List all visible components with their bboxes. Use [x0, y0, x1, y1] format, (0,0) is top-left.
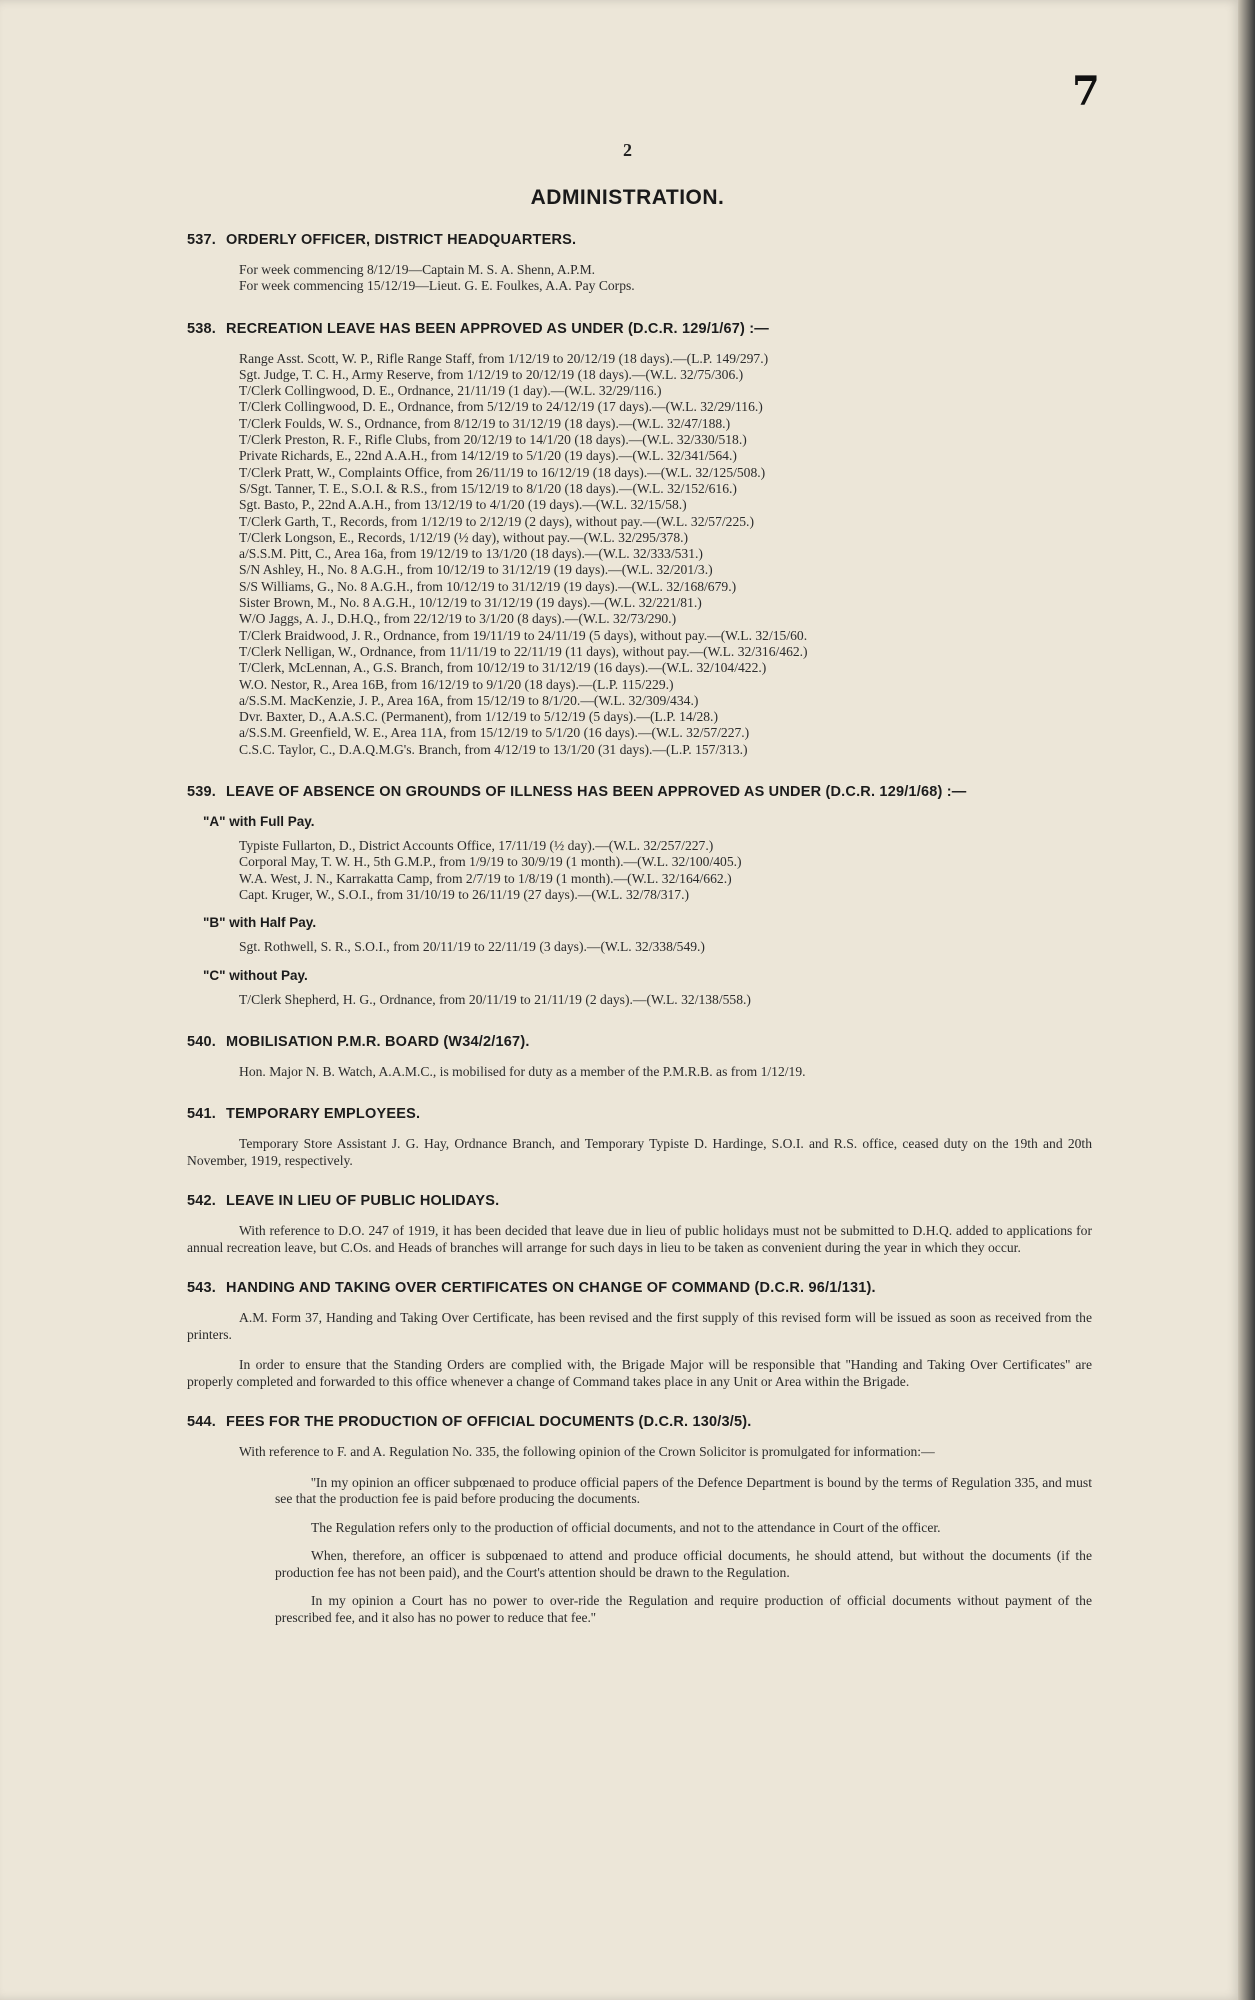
list-item: Sgt. Basto, P., 22nd A.A.H., from 13/12/19 to 4/1/20 (19 days).—(W.L. 32/15/58.)	[239, 497, 687, 513]
section-544-heading	[187, 1414, 1092, 1430]
list-item: S/N Ashley, H., No. 8 A.G.H., from 10/12/19 to 31/12/19 (19 days).—(W.L. 32/201/3.)	[239, 562, 713, 578]
section-title: LEAVE IN LIEU OF PUBLIC HOLIDAYS.	[226, 1193, 500, 1210]
corner-mark: 7	[1072, 68, 1100, 115]
list-item: T/Clerk Longson, E., Records, 1/12/19 (½ day), without pay.—(W.L. 32/295/378.)	[239, 529, 689, 545]
list-item: Typiste Fullarton, D., District Accounts Office, 17/11/19 (½ day).—(W.L. 32/257/227.)	[239, 838, 714, 854]
list-item: For week commencing 8/12/19—Captain M. S. A. Shenn, A.P.M.	[239, 262, 596, 277]
section-number: 544.	[187, 1414, 217, 1431]
section-number: 538.	[187, 320, 217, 337]
list-item: a/S.S.M. Greenfield, W. E., Area 11A, from 15/12/19 to 5/1/20 (16 days).—(W.L. 32/57/227.)	[239, 725, 750, 741]
section-539-heading	[187, 784, 1092, 800]
quoted-paragraph: When, therefore, an officer is subpœnaed to attend and produce official documents, he should attend, but without the documents (if the production fee has not been paid), and the Court's attention should be drawn to the Regulation.	[275, 1548, 1092, 1580]
section-number: 542.	[187, 1193, 217, 1210]
section-title: MOBILISATION P.M.R. BOARD (W34/2/167).	[226, 1033, 530, 1050]
section-number: 537.	[187, 232, 217, 248]
list-item: Capt. Kruger, W., S.O.I., from 31/10/19 to 26/11/19 (27 days).—(W.L. 32/78/317.)	[239, 886, 690, 902]
paragraph: With reference to F. and A. Regulation No. 335, the following opinion of the Crown Solicitor is promulgated for information:—	[239, 1444, 935, 1460]
list-item: Sgt. Rothwell, S. R., S.O.I., from 20/11/19 to 22/11/19 (3 days).—(W.L. 32/338/549.)	[239, 939, 705, 955]
list-item: Corporal May, T. W. H., 5th G.M.P., from 1/9/19 to 30/9/19 (1 month).—(W.L. 32/100/405.)	[239, 854, 742, 870]
section-number: 543.	[187, 1280, 217, 1297]
subsection-a-heading: "A" with Full Pay.	[203, 814, 315, 830]
page-title: ADMINISTRATION.	[530, 186, 725, 209]
list-item: Sister Brown, M., No. 8 A.G.H., 10/12/19 to 31/12/19 (19 days).—(W.L. 32/221/81.)	[239, 595, 702, 611]
section-537-heading	[187, 232, 1092, 248]
section-title: LEAVE OF ABSENCE ON GROUNDS OF ILLNESS HAS BEEN APPROVED AS UNDER (D.C.R. 129/1/68) :—	[226, 784, 967, 801]
section-538-heading	[187, 321, 1092, 337]
list-item: T/Clerk Collingwood, D. E., Ordnance, 21/11/19 (1 day).—(W.L. 32/29/116.)	[239, 383, 662, 399]
page-edge	[1238, 0, 1255, 2000]
list-item: W.O. Nestor, R., Area 16B, from 16/12/19 to 9/1/20 (18 days).—(L.P. 115/229.)	[239, 676, 674, 692]
list-item: S/S Williams, G., No. 8 A.G.H., from 10/12/19 to 31/12/19 (19 days).—(W.L. 32/168/679.)	[239, 578, 737, 594]
list-item: T/Clerk Garth, T., Records, from 1/12/19 to 2/12/19 (2 days), without pay.—(W.L. 32/57/225.)	[239, 513, 754, 529]
section-title: HANDING AND TAKING OVER CERTIFICATES ON CHANGE OF COMMAND (D.C.R. 96/1/131).	[226, 1280, 876, 1297]
subsection-b-heading: "B" with Half Pay.	[203, 915, 317, 931]
list-item: T/Clerk Collingwood, D. E., Ordnance, from 5/12/19 to 24/12/19 (17 days).—(W.L. 32/29/116.)	[239, 399, 763, 415]
page-number: 2	[623, 140, 632, 160]
list-item: T/Clerk, McLennan, A., G.S. Branch, from 10/12/19 to 31/12/19 (16 days).—(W.L. 32/104/422.)	[239, 660, 767, 676]
list-item: T/Clerk Shepherd, H. G., Ordnance, from 20/11/19 to 21/11/19 (2 days).—(W.L. 32/138/558.)	[239, 991, 751, 1007]
list-item: Range Asst. Scott, W. P., Rifle Range Staff, from 1/12/19 to 20/12/19 (18 days).—(L.P. 149/297.)	[239, 350, 769, 366]
list-item: C.S.C. Taylor, C., D.A.Q.M.G's. Branch, from 4/12/19 to 13/1/20 (31 days).—(L.P. 157/313.)	[239, 741, 748, 757]
list-item: W.A. West, J. N., Karrakatta Camp, from 2/7/19 to 1/8/19 (1 month).—(W.L. 32/164/662.)	[239, 870, 732, 886]
paragraph: Hon. Major N. B. Watch, A.A.M.C., is mobilised for duty as a member of the P.M.R.B. as from 1/12/19.	[239, 1063, 806, 1079]
section-number: 540.	[187, 1033, 217, 1050]
document-body	[187, 232, 1092, 1638]
section-title: RECREATION LEAVE HAS BEEN APPROVED AS UNDER (D.C.R. 129/1/67) :—	[226, 320, 769, 337]
paragraph: Temporary Store Assistant J. G. Hay, Ordnance Branch, and Temporary Typiste D. Hardinge, S.O.I. and R.S. office, ceased duty on the 19th and 20th November, 1919, respectively.	[187, 1136, 1092, 1168]
section-number: 541.	[187, 1106, 217, 1123]
list-item: T/Clerk Foulds, W. S., Ordnance, from 8/12/19 to 31/12/19 (18 days).—(W.L. 32/47/188.)	[239, 415, 731, 431]
quoted-paragraph: ''In my opinion an officer subpœnaed to produce official papers of the Defence Department is bound by the terms of Regulation 335, and must see that the production fee is paid before producing the documents.	[275, 1474, 1092, 1507]
list-item: a/S.S.M. MacKenzie, J. P., Area 16A, from 15/12/19 to 8/1/20.—(W.L. 32/309/434.)	[239, 692, 699, 708]
section-543-heading	[187, 1280, 1092, 1296]
section-title: ORDERLY OFFICER, DISTRICT HEADQUARTERS.	[226, 232, 577, 248]
list-item: T/Clerk Braidwood, J. R., Ordnance, from 19/11/19 to 24/11/19 (5 days), without pay.—(W.L. 32/15/60.	[239, 627, 808, 643]
section-542-heading	[187, 1193, 1092, 1209]
list-item: W/O Jaggs, A. J., D.H.Q., from 22/12/19 to 3/1/20 (8 days).—(W.L. 32/73/290.)	[239, 611, 677, 627]
paragraph: With reference to D.O. 247 of 1919, it has been decided that leave due in lieu of public holidays must not be submitted to D.H.Q. added to applications for annual recreation leave, but C.Os. and Heads of branches will arrange for such days in lieu to be taken as convenient during the year in which they occur.	[187, 1223, 1092, 1255]
quoted-paragraph: In my opinion a Court has no power to over-ride the Regulation and require production of official documents without payment of the prescribed fee, and it also has no power to reduce that fee.''	[275, 1593, 1092, 1625]
list-item: Sgt. Judge, T. C. H., Army Reserve, from 1/12/19 to 20/12/19 (18 days).—(W.L. 32/75/306.)	[239, 366, 744, 382]
subsection-c-heading: "C" without Pay.	[203, 967, 308, 983]
paragraph: In order to ensure that the Standing Orders are complied with, the Brigade Major will be responsible that ''Handing and Taking Over Certificates'' are properly completed and forwarded to this office whenever a change of Command takes place in any Unit or Area within the Brigade.	[187, 1357, 1092, 1389]
list-item: Private Richards, E., 22nd A.A.H., from 14/12/19 to 5/1/20 (19 days).—(W.L. 32/341/564.)	[239, 448, 737, 464]
list-item: Dvr. Baxter, D., A.A.S.C. (Permanent), from 1/12/19 to 5/12/19 (5 days).—(L.P. 14/28.)	[239, 709, 718, 725]
list-item: S/Sgt. Tanner, T. E., S.O.I. & R.S., from 15/12/19 to 8/1/20 (18 days).—(W.L. 32/152/616.)	[239, 480, 737, 496]
list-item: T/Clerk Preston, R. F., Rifle Clubs, from 20/12/19 to 14/1/20 (18 days).—(W.L. 32/330/518.)	[239, 432, 747, 448]
quoted-paragraph: The Regulation refers only to the production of official documents, and not to the attendance in Court of the officer.	[311, 1519, 941, 1535]
section-540-heading	[187, 1034, 1092, 1050]
list-item: a/S.S.M. Pitt, C., Area 16a, from 19/12/19 to 13/1/20 (18 days).—(W.L. 32/333/531.)	[239, 546, 703, 562]
list-item: For week commencing 15/12/19—Lieut. G. E. Foulkes, A.A. Pay Corps.	[239, 278, 635, 294]
list-item: T/Clerk Nelligan, W., Ordnance, from 11/11/19 to 22/11/19 (11 days), without pay.—(W.L. 32/316/462.)	[239, 643, 808, 659]
section-number: 539.	[187, 784, 217, 801]
section-title: TEMPORARY EMPLOYEES.	[226, 1106, 421, 1123]
list-item: T/Clerk Pratt, W., Complaints Office, from 26/11/19 to 16/12/19 (18 days).—(W.L. 32/125/508.)	[239, 464, 766, 480]
section-title: FEES FOR THE PRODUCTION OF OFFICIAL DOCUMENTS (D.C.R. 130/3/5).	[226, 1414, 752, 1431]
paragraph: A.M. Form 37, Handing and Taking Over Certificate, has been revised and the first supply of this revised form will be issued as soon as received from the printers.	[187, 1310, 1092, 1342]
section-541-heading	[187, 1106, 1092, 1122]
